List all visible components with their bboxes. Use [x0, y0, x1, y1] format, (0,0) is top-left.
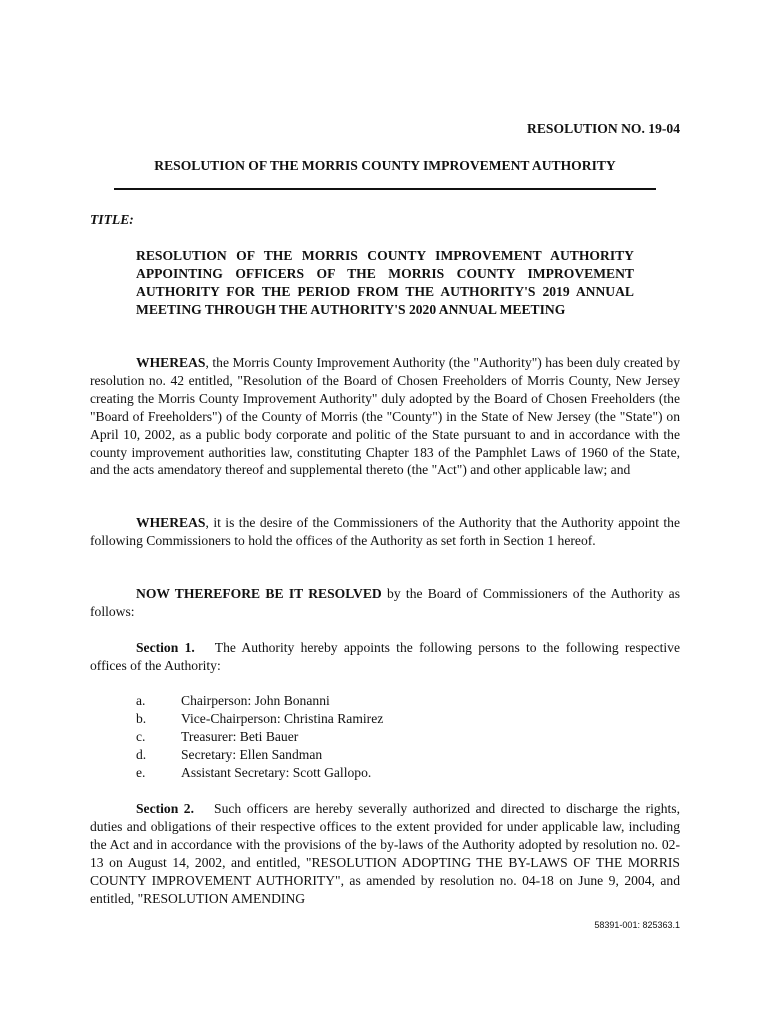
resolved-paragraph [90, 585, 680, 621]
title-label: TITLE: [90, 212, 134, 227]
whereas-text-2: , it is the desire of the Commissioners of the Authority that the Authority appoint the following Commissioners to hold the offices of the Authority as set forth in Section 1 hereof. [90, 515, 680, 548]
list-item: b. Vice-Chairperson: Christina Ramirez [136, 710, 384, 726]
whereas-lead-2: WHEREAS [136, 515, 206, 530]
title-underline [114, 188, 656, 190]
section-2-lead: Section 2. [136, 801, 195, 816]
document-id-footer: 58391-001: 825363.1 [594, 920, 680, 930]
section-2-text: Such officers are hereby severally authorized and directed to discharge the rights, duties and obligations of their respective offices to the extent provided for under applicable law, including the Act and in accordance with the provisions of the by-laws of the Authority adopted by resolution no. 02-13 on August 14, 2002, and entitled, "RESOLUTION ADOPTING THE BY-LAWS OF THE MORRIS COUNTY IMPROVEMENT AUTHORITY", as amended by resolution no. 04-18 on June 9, 2004, and entitled, "RESOLUTION AMENDING [90, 801, 680, 906]
section-1-paragraph [90, 639, 680, 675]
resolved-text: by the Board of Commissioners of the Authority as follows: [90, 586, 680, 619]
officers-list [136, 692, 383, 782]
resolution-number: RESOLUTION NO. 19-04 [527, 121, 680, 136]
list-item: d. Secretary: Ellen Sandman [136, 746, 323, 762]
whereas-text-1: , the Morris County Improvement Authority (the "Authority") has been duly created by resolution no. 42 entitled, "Resolution of the Board of Chosen Freeholders of Morris County, New Jersey creating the Morris County Improvement Authority" duly adopted by the Board of Chosen Freeholders (the "Board of Freeholders") of the County of Morris (the "County") in the State of New Jersey (the "State") on April 10, 2002, as a public body corporate and politic of the State pursuant to and in accordance with the county improvement authorities law, constituting Chapter 183 of the Pamphlet Laws of 1960 of the State, and the acts amendatory thereof and supplemental thereto (the "Act") and other applicable law; and [90, 355, 680, 478]
whereas-paragraph-2 [90, 514, 680, 550]
section-2-paragraph [90, 800, 680, 907]
resolved-lead: NOW THEREFORE BE IT RESOLVED [136, 586, 382, 601]
section-1-text: The Authority hereby appoints the following persons to the following respective offices of the Authority: [90, 640, 680, 673]
section-1-lead: Section 1. [136, 640, 195, 655]
document-title: RESOLUTION OF THE MORRIS COUNTY IMPROVEMENT AUTHORITY [154, 158, 616, 173]
list-item: e. Assistant Secretary: Scott Gallopo. [136, 764, 372, 780]
list-item: a. Chairperson: John Bonanni [136, 693, 330, 708]
whereas-lead-1: WHEREAS [136, 355, 206, 370]
list-item: c. Treasurer: Beti Bauer [136, 728, 299, 744]
whereas-paragraph-1 [90, 354, 680, 479]
title-text: RESOLUTION OF THE MORRIS COUNTY IMPROVEMENT AUTHORITY APPOINTING OFFICERS OF THE MORRIS COUNTY IMPROVEMENT AUTHORITY FOR THE PERIOD FROM THE AUTHORITY'S 2019 ANNUAL MEETING THROUGH THE AUTHORITY'S 2020 ANNUAL MEETING [136, 248, 634, 317]
